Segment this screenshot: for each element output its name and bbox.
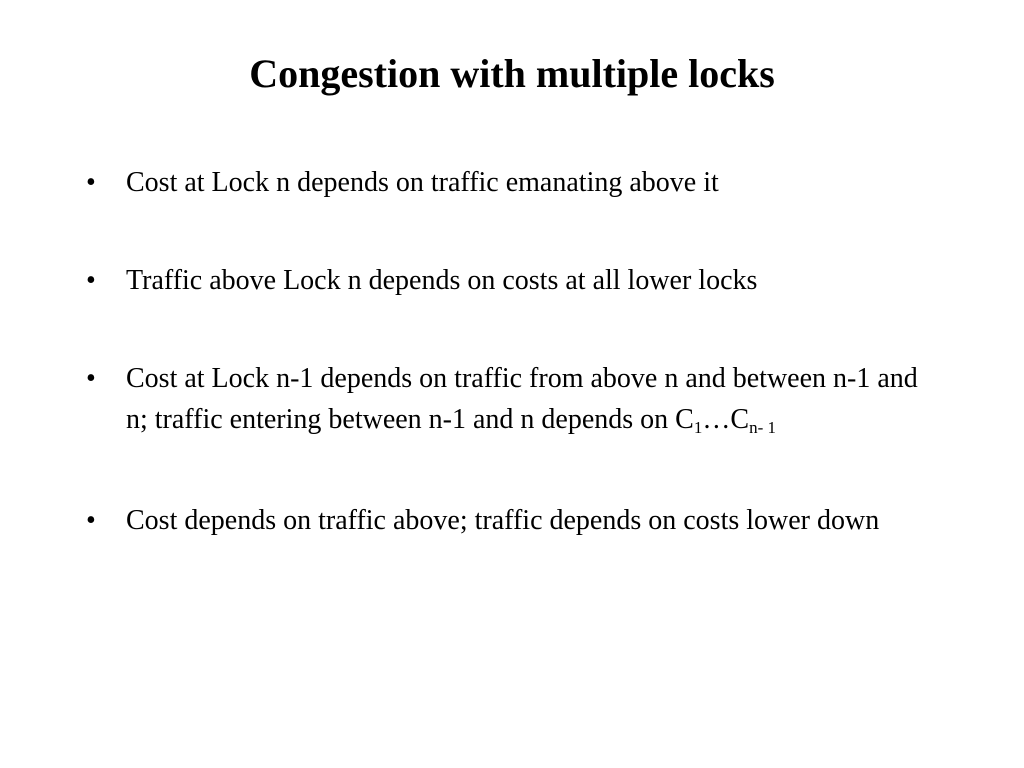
subscript-1: 1 xyxy=(693,418,703,437)
slide-title: Congestion with multiple locks xyxy=(249,51,775,96)
bullet-item-3 xyxy=(84,358,944,440)
bullet-item-2 xyxy=(84,260,944,301)
bullet-list xyxy=(84,162,944,598)
bullet-item-4 xyxy=(84,500,944,541)
ellipsis-c: …C xyxy=(702,404,750,435)
bullet-icon: • xyxy=(86,505,96,536)
bullet-icon: • xyxy=(86,363,96,394)
bullet-icon: • xyxy=(86,265,96,296)
bullet-text: Cost at Lock n-1 depends on traffic from above n and between n-1 and n; traffic entering between n-1 and n depends on C xyxy=(126,363,918,435)
bullet-text: Cost at Lock n depends on traffic emanating above it xyxy=(126,167,719,198)
bullet-text: Cost depends on traffic above; traffic depends on costs lower down xyxy=(126,505,880,536)
subscript-n-minus-1: n- 1 xyxy=(749,418,776,437)
bullet-item-1 xyxy=(84,162,944,203)
bullet-text: Traffic above Lock n depends on costs at all lower locks xyxy=(126,265,758,296)
bullet-icon: • xyxy=(86,167,96,198)
